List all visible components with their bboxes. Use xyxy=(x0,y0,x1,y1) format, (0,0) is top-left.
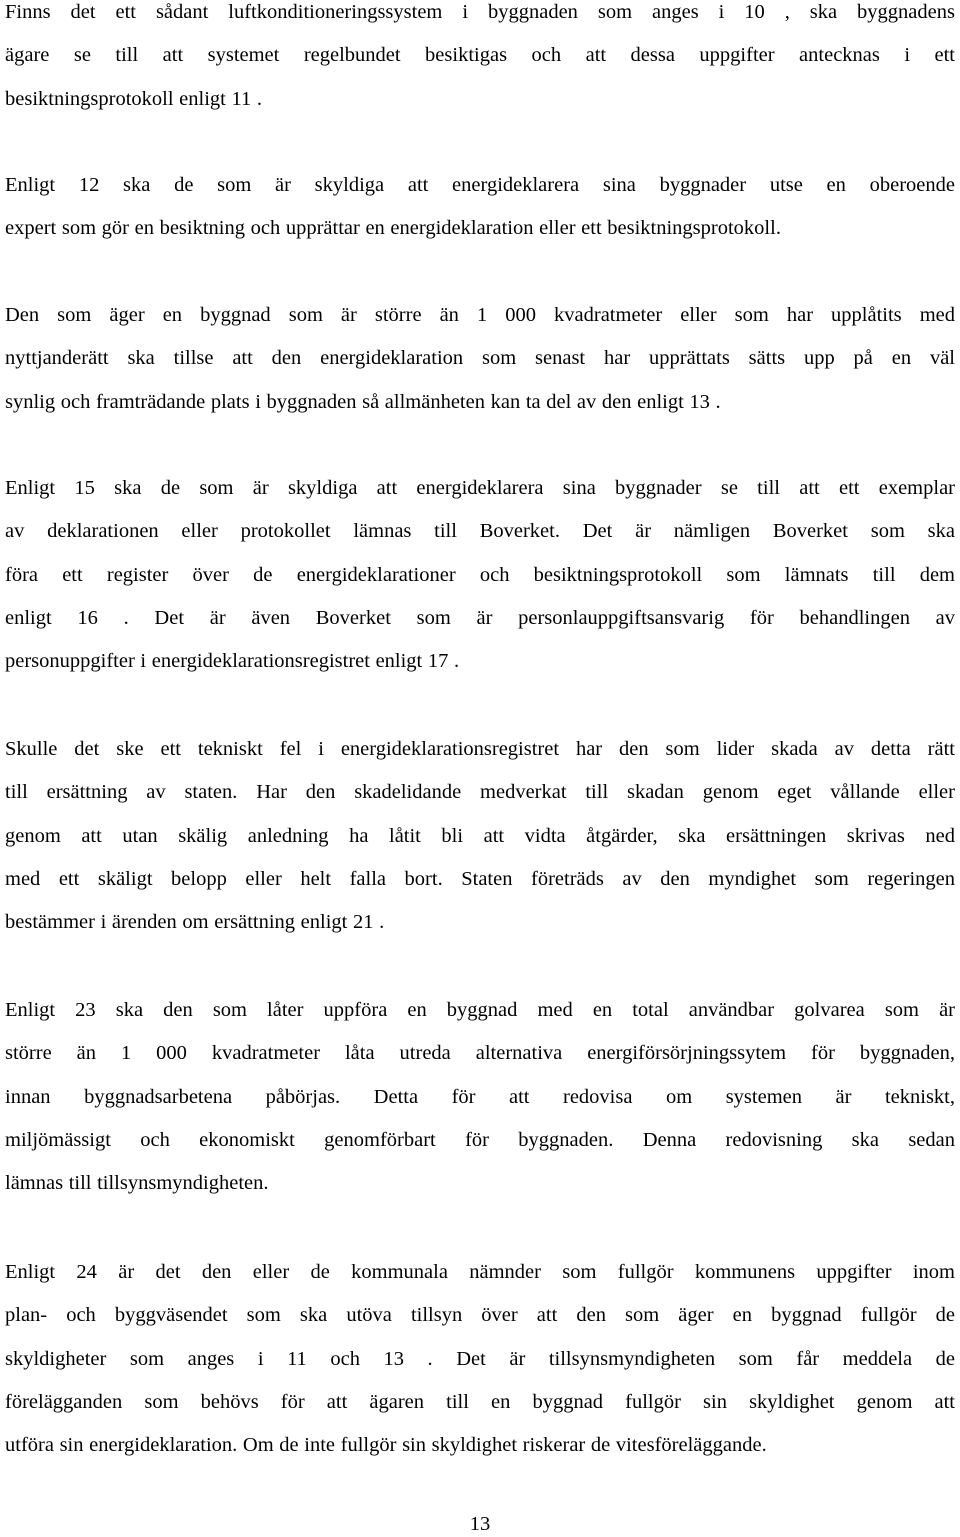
paragraph-4 xyxy=(5,467,955,683)
paragraph-line: till ersättning av staten. Har den skadelidande medverkat till skadan genom eget vållande eller xyxy=(5,781,955,804)
paragraph-line: enligt 16 . Det är även Boverket som är personlauppgiftsansvarig för behandlingen av xyxy=(5,606,955,629)
paragraph-line: plan- och byggväsendet som ska utöva tillsyn över att den som äger en byggnad fullgör de xyxy=(5,1304,955,1327)
paragraph-line: Enligt 12 ska de som är skyldiga att energideklarera sina byggnader utse en oberoende xyxy=(5,174,955,196)
page-number: 13 xyxy=(469,1513,491,1535)
paragraph-line: synlig och framträdande plats i byggnaden så allmänheten kan ta del av den enligt 13 . xyxy=(5,390,721,413)
paragraph-2 xyxy=(5,164,955,251)
paragraph-line: Skulle det ske ett tekniskt fel i energideklarationsregistret har den som lider skada av detta rätt xyxy=(5,738,955,760)
paragraph-line: med ett skäligt belopp eller helt falla bort. Staten företräds av den myndighet som regeringen xyxy=(5,867,955,890)
paragraph-7 xyxy=(5,1251,955,1467)
paragraph-line: ägare se till att systemet regelbundet besiktigas och att dessa uppgifter antecknas i ett xyxy=(5,44,955,67)
paragraph-line: Den som äger en byggnad som är större än 1 000 kvadratmeter eller som har upplåtits med xyxy=(5,304,955,326)
paragraph-line: skyldigheter som anges i 11 och 13 . Det är tillsynsmyndigheten som får meddela de xyxy=(5,1347,955,1370)
paragraph-line: genom att utan skälig anledning ha låtit bli att vidta åtgärder, ska ersättningen skrivas ned xyxy=(5,824,955,847)
paragraph-line: Enligt 23 ska den som låter uppföra en byggnad med en total användbar golvarea som är xyxy=(5,999,955,1021)
paragraph-line: bestämmer i ärenden om ersättning enligt 21 . xyxy=(5,911,385,934)
paragraph-5 xyxy=(5,728,955,944)
paragraph-line: personuppgifter i energideklarationsregistret enligt 17 . xyxy=(5,650,460,673)
paragraph-3 xyxy=(5,294,955,424)
paragraph-6 xyxy=(5,989,955,1205)
paragraph-line: större än 1 000 kvadratmeter låta utreda alternativa energiförsörjningssytem för byggnaden, xyxy=(5,1042,955,1065)
paragraph-line: förelägganden som behövs för att ägaren till en byggnad fullgör sin skyldighet genom att xyxy=(5,1390,955,1413)
paragraph-line: av deklarationen eller protokollet lämnas till Boverket. Det är nämligen Boverket som ska xyxy=(5,520,955,543)
paragraph-line: Finns det ett sådant luftkonditioneringssystem i byggnaden som anges i 10 , ska byggnadens xyxy=(5,1,955,23)
paragraph-line: föra ett register över de energideklarationer och besiktningsprotokoll som lämnats till dem xyxy=(5,563,955,586)
paragraph-1 xyxy=(5,0,955,121)
paragraph-line: besiktningsprotokoll enligt 11 . xyxy=(5,87,262,110)
paragraph-line: Enligt 24 är det den eller de kommunala nämnder som fullgör kommunens uppgifter inom xyxy=(5,1261,955,1283)
paragraph-line: innan byggnadsarbetena påbörjas. Detta för att redovisa om systemen är tekniskt, xyxy=(5,1085,955,1108)
paragraph-line: miljömässigt och ekonomiskt genomförbart för byggnaden. Denna redovisning ska sedan xyxy=(5,1128,955,1151)
paragraph-line: utföra sin energideklaration. Om de inte fullgör sin skyldighet riskerar de vitesföreläggande. xyxy=(5,1434,767,1457)
paragraph-line: expert som gör en besiktning och upprättar en energideklaration eller ett besiktningsprotokoll. xyxy=(5,217,781,240)
paragraph-line: Enligt 15 ska de som är skyldiga att energideklarera sina byggnader se till att ett exemplar xyxy=(5,477,955,499)
paragraph-line: nyttjanderätt ska tillse att den energideklaration som senast har upprättats sätts upp på en väl xyxy=(5,347,955,370)
paragraph-line: lämnas till tillsynsmyndigheten. xyxy=(5,1172,269,1195)
